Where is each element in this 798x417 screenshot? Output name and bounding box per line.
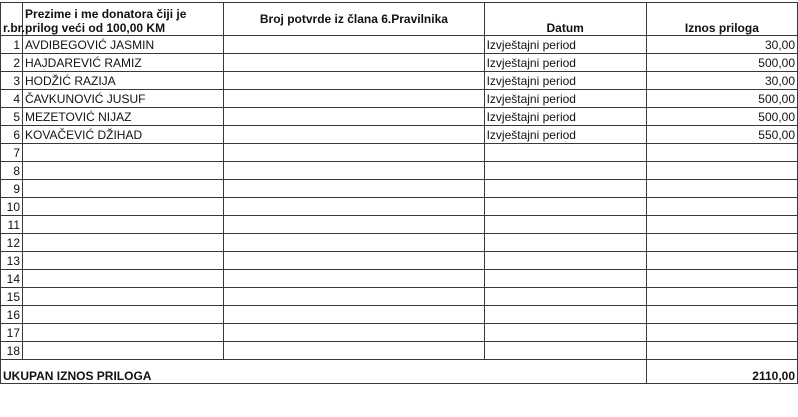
amount-cell bbox=[646, 270, 797, 288]
amount-cell bbox=[646, 234, 797, 252]
header-date: Datum bbox=[484, 3, 646, 36]
row-number: 8 bbox=[1, 162, 23, 180]
table-row bbox=[1, 288, 798, 306]
amount-cell bbox=[646, 306, 797, 324]
donor-rows bbox=[1, 36, 798, 360]
header-donor-name: Prezime i me donatora čiji je prilog veći od 100,00 KM bbox=[23, 3, 224, 36]
donor-table bbox=[0, 2, 798, 384]
date-cell: Izvještajni period bbox=[484, 90, 646, 108]
donor-name-cell bbox=[23, 324, 224, 342]
row-number: 15 bbox=[1, 288, 23, 306]
table-row bbox=[1, 198, 798, 216]
header-confirmation-number: Broj potvrde iz člana 6.Pravilnika bbox=[224, 3, 484, 36]
confirmation-number-cell bbox=[224, 108, 484, 126]
donor-name-cell: HODŽIĆ RAZIJA bbox=[23, 72, 224, 90]
donor-name-cell bbox=[23, 180, 224, 198]
confirmation-number-cell bbox=[224, 126, 484, 144]
table-row bbox=[1, 36, 798, 54]
donor-name-cell bbox=[23, 288, 224, 306]
donor-name-cell: MEZETOVIĆ NIJAZ bbox=[23, 108, 224, 126]
table-row bbox=[1, 54, 798, 72]
amount-cell bbox=[646, 342, 797, 360]
amount-cell: 30,00 bbox=[646, 72, 797, 90]
row-number: 10 bbox=[1, 198, 23, 216]
date-cell: Izvještajni period bbox=[484, 72, 646, 90]
confirmation-number-cell bbox=[224, 162, 484, 180]
row-number: 17 bbox=[1, 324, 23, 342]
row-number: 9 bbox=[1, 180, 23, 198]
row-number: 16 bbox=[1, 306, 23, 324]
row-number: 18 bbox=[1, 342, 23, 360]
confirmation-number-cell bbox=[224, 216, 484, 234]
date-cell bbox=[484, 216, 646, 234]
table-row bbox=[1, 342, 798, 360]
amount-cell: 500,00 bbox=[646, 54, 797, 72]
total-row bbox=[1, 360, 798, 384]
total-label: UKUPAN IZNOS PRILOGA bbox=[1, 360, 647, 384]
row-number: 2 bbox=[1, 54, 23, 72]
table-row bbox=[1, 162, 798, 180]
amount-cell bbox=[646, 144, 797, 162]
date-cell bbox=[484, 198, 646, 216]
date-cell bbox=[484, 270, 646, 288]
confirmation-number-cell bbox=[224, 306, 484, 324]
date-cell bbox=[484, 252, 646, 270]
confirmation-number-cell bbox=[224, 252, 484, 270]
donor-name-cell bbox=[23, 216, 224, 234]
confirmation-number-cell bbox=[224, 72, 484, 90]
date-cell bbox=[484, 234, 646, 252]
amount-cell bbox=[646, 216, 797, 234]
table-row bbox=[1, 270, 798, 288]
row-number: 3 bbox=[1, 72, 23, 90]
donor-name-cell bbox=[23, 198, 224, 216]
date-cell bbox=[484, 342, 646, 360]
donor-name-cell bbox=[23, 162, 224, 180]
row-number: 11 bbox=[1, 216, 23, 234]
amount-cell: 550,00 bbox=[646, 126, 797, 144]
donor-name-cell bbox=[23, 144, 224, 162]
date-cell: Izvještajni period bbox=[484, 36, 646, 54]
donor-name-cell bbox=[23, 270, 224, 288]
amount-cell: 30,00 bbox=[646, 36, 797, 54]
table-row bbox=[1, 72, 798, 90]
date-cell: Izvještajni period bbox=[484, 126, 646, 144]
date-cell: Izvještajni period bbox=[484, 108, 646, 126]
confirmation-number-cell bbox=[224, 270, 484, 288]
amount-cell bbox=[646, 252, 797, 270]
confirmation-number-cell bbox=[224, 324, 484, 342]
date-cell bbox=[484, 144, 646, 162]
donor-name-cell: KOVAČEVIĆ DŽIHAD bbox=[23, 126, 224, 144]
table-row bbox=[1, 324, 798, 342]
date-cell bbox=[484, 180, 646, 198]
row-number: 6 bbox=[1, 126, 23, 144]
amount-cell bbox=[646, 288, 797, 306]
table-row bbox=[1, 180, 798, 198]
donor-name-cell bbox=[23, 306, 224, 324]
confirmation-number-cell bbox=[224, 342, 484, 360]
confirmation-number-cell bbox=[224, 36, 484, 54]
row-number: 12 bbox=[1, 234, 23, 252]
row-number: 7 bbox=[1, 144, 23, 162]
table-row bbox=[1, 234, 798, 252]
amount-cell bbox=[646, 180, 797, 198]
amount-cell: 500,00 bbox=[646, 108, 797, 126]
confirmation-number-cell bbox=[224, 144, 484, 162]
donor-name-cell bbox=[23, 234, 224, 252]
confirmation-number-cell bbox=[224, 198, 484, 216]
header-rbr: r.br. bbox=[1, 3, 23, 36]
table-row bbox=[1, 252, 798, 270]
date-cell bbox=[484, 306, 646, 324]
confirmation-number-cell bbox=[224, 288, 484, 306]
confirmation-number-cell bbox=[224, 180, 484, 198]
date-cell: Izvještajni period bbox=[484, 54, 646, 72]
row-number: 13 bbox=[1, 252, 23, 270]
amount-cell bbox=[646, 162, 797, 180]
total-value: 2110,00 bbox=[646, 360, 797, 384]
header-amount: Iznos priloga bbox=[646, 3, 797, 36]
date-cell bbox=[484, 288, 646, 306]
confirmation-number-cell bbox=[224, 234, 484, 252]
donor-name-cell: HAJDAREVIĆ RAMIZ bbox=[23, 54, 224, 72]
row-number: 1 bbox=[1, 36, 23, 54]
date-cell bbox=[484, 324, 646, 342]
amount-cell bbox=[646, 198, 797, 216]
row-number: 5 bbox=[1, 108, 23, 126]
donor-name-cell bbox=[23, 252, 224, 270]
donor-name-cell bbox=[23, 342, 224, 360]
table-header-row bbox=[1, 3, 798, 36]
amount-cell bbox=[646, 324, 797, 342]
table-row bbox=[1, 306, 798, 324]
table-row bbox=[1, 216, 798, 234]
confirmation-number-cell bbox=[224, 54, 484, 72]
donor-name-cell: ČAVKUNOVIĆ JUSUF bbox=[23, 90, 224, 108]
table-row bbox=[1, 144, 798, 162]
row-number: 14 bbox=[1, 270, 23, 288]
table-row bbox=[1, 108, 798, 126]
table-row bbox=[1, 126, 798, 144]
amount-cell: 500,00 bbox=[646, 90, 797, 108]
table-row bbox=[1, 90, 798, 108]
date-cell bbox=[484, 162, 646, 180]
donor-name-cell: AVDIBEGOVIĆ JASMIN bbox=[23, 36, 224, 54]
row-number: 4 bbox=[1, 90, 23, 108]
confirmation-number-cell bbox=[224, 90, 484, 108]
